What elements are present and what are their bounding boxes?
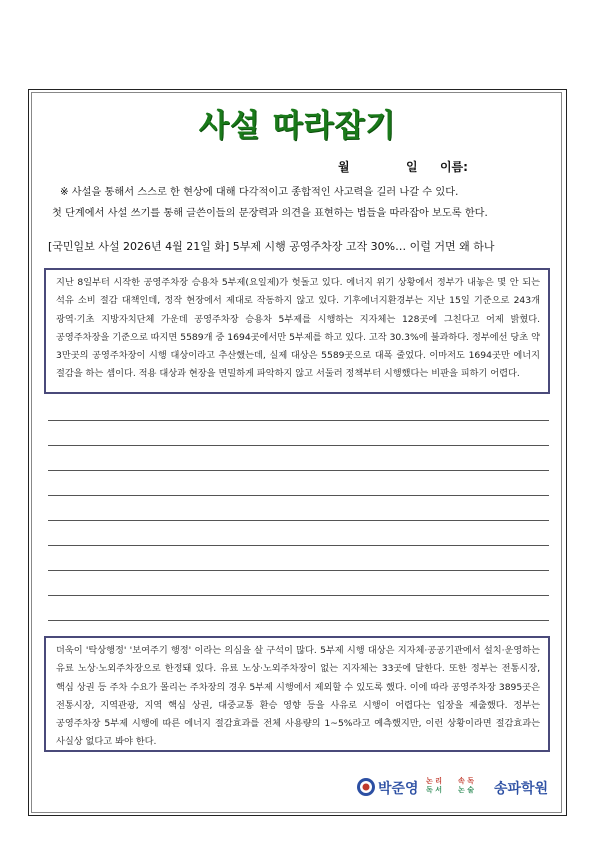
brand-name: 박준영: [378, 781, 419, 797]
brand-tag-4: 논 술: [458, 786, 474, 794]
writing-line[interactable]: [48, 445, 549, 446]
brand-tag-1: 논 리: [426, 777, 442, 785]
article-headline: [국민일보 사설 2026년 4월 21일 화] 5부제 시행 공영주차장 고작 30%… 이럴 거면 왜 하나: [48, 240, 495, 253]
name-label: 이름:: [439, 160, 468, 174]
writing-line[interactable]: [48, 620, 549, 621]
page-title: 사설 따라잡기: [198, 108, 397, 144]
writing-line[interactable]: [48, 420, 549, 421]
article-paragraph-1: [44, 268, 550, 394]
writing-line[interactable]: [48, 520, 549, 521]
paragraph-2-text: 더욱이 '탁상행정' '보여주기 행정' 이라는 의심을 살 구석이 많다. 5부제 시행 대상은 지자체·공공기관에서 설치·운영하는 유료 노상·노외주차장으로 한정돼 있다. 유료 노상·노외주차장이 없는 지자체는 33곳에 달한다. 또한 정부는 전통시장, 핵심 상권 등 주차 수요가 몰리는 주차장의 경우 5부제 시행에서 제외할 수 있도록 했다. 이에 따라 공영주차장 3895곳은 전통시장, 지역관광, 지역 핵심 상권, 대중교통 환승 영향 등을 사유로 시행이 어렵다는 입장을 제출했다. 정부는 공영주차장 5부제 시행에 따른 에너지 절감효과를 전체 사용량의 1~5%라고 예측했지만, 이런 상황이라면 절감효과는 사실상 없다고 봐야 한다.: [56, 645, 540, 748]
month-label: 월: [338, 160, 350, 174]
brand-academy: 송파학원: [494, 781, 549, 797]
academy-logo-icon: [356, 777, 376, 797]
paragraph-1-text: 지난 8일부터 시작한 공영주차장 승용차 5부제(요일제)가 헛돌고 있다. 에너지 위기 상황에서 정부가 내놓은 몇 안 되는 석유 소비 절감 대책인데, 정작 현장에서 제대로 작동하지 않고 있다. 기후에너지환경부는 지난 15일 기준으로 243개 광역·기초 지방자치단체 가운데 공영주차장 승용차 5부제를 시행하는 지자체는 128곳에 그친다고 어제 밝혔다. 공영주차장을 기준으로 따지면 5589개 중 1694곳에서만 5부제를 하고 있다. 고작 30.3%에 불과하다. 정부에선 당초 약 3만곳의 공영주차장이 시행 대상이라고 추산했는데, 실제 대상은 5589곳으로 대폭 줄었다. 이마저도 1694곳만 에너지 절감을 하는 셈이다. 적용 대상과 현장을 면밀하게 파악하지 않고 서둘러 정책부터 시행했다는 비판을 피하기 어렵다.: [56, 277, 540, 380]
brand-tag-3: 속 독: [458, 777, 474, 785]
writing-line[interactable]: [48, 470, 549, 471]
writing-line[interactable]: [48, 570, 549, 571]
notice-line-2: 첫 단계에서 사설 쓰기를 통해 글쓴이들의 문장력과 의견을 표현하는 법들을 따라잡아 보도록 한다.: [52, 208, 488, 219]
date-name-line: [338, 158, 468, 175]
article-paragraph-2: [44, 636, 550, 752]
notice-line-1: ※ 사설을 통해서 스스로 한 현상에 대해 다각적이고 종합적인 사고력을 길러 나갈 수 있다.: [60, 187, 459, 198]
writing-line[interactable]: [48, 545, 549, 546]
writing-line[interactable]: [48, 595, 549, 596]
day-label: 일: [405, 160, 418, 174]
writing-line[interactable]: [48, 495, 549, 496]
brand-tag-2: 독 서: [426, 786, 442, 794]
